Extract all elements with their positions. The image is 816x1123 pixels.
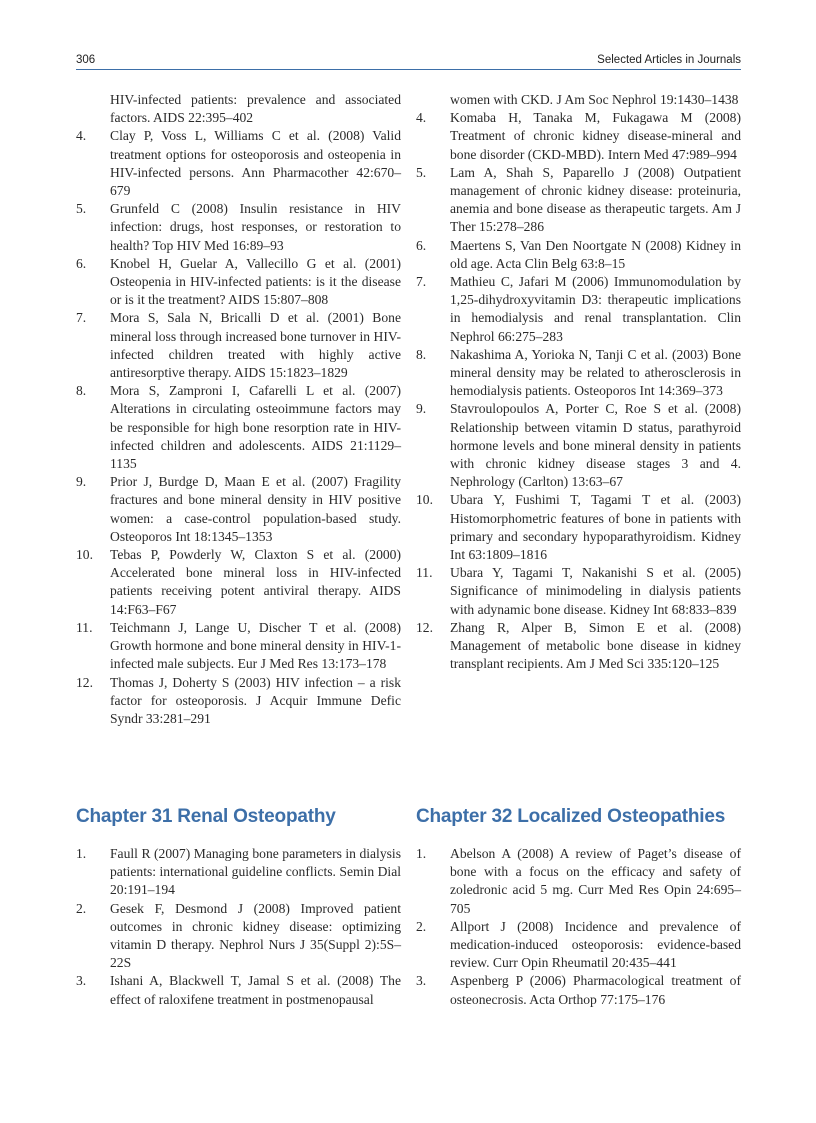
reference-text: Knobel H, Guelar A, Vallecillo G et al. (2001) Osteopenia in HIV-infected patients: is it the disease or is it the treatment? AIDS 15:807–808 bbox=[110, 255, 401, 308]
reference-text: Faull R (2007) Managing bone parameters in dialysis patients: international guideline conflicts. Semin Dial 20:191–194 bbox=[110, 846, 401, 898]
reference-text: Lam A, Shah S, Paparello J (2008) Outpatient management of chronic kidney disease: proteinuria, anemia and bone disease as therapeutic targets. Am J Ther 15:278–286 bbox=[450, 164, 741, 235]
reference-item bbox=[76, 473, 401, 546]
reference-text: Tebas P, Powderly W, Claxton S et al. (2000) Accelerated bone mineral loss in HIV-infected patients receiving potent antiviral therapy. AIDS 14:F63–F67 bbox=[110, 547, 401, 617]
reference-item bbox=[416, 346, 741, 401]
reference-text: Stavroulopoulos A, Porter C, Roe S et al. (2008) Relationship between vitamin D status, parathyroid hormone levels and bone mineral density in patients with chronic kidney disease stages 3 and 4. Nephrology (Carlton) 13:63–67 bbox=[450, 401, 741, 490]
left-top-reference-list bbox=[76, 91, 401, 728]
reference-item bbox=[76, 382, 401, 473]
reference-item bbox=[416, 273, 741, 346]
reference-item bbox=[76, 674, 401, 729]
reference-item bbox=[416, 164, 741, 237]
right-top-reference-list bbox=[416, 91, 741, 674]
reference-text: Mathieu C, Jafari M (2006) Immunomodulation by 1,25-dihydroxyvitamin D3: therapeutic implications in hemodialysis and renal transplantation. Clin Nephrol 66:275–283 bbox=[450, 274, 741, 344]
reference-number: 10. bbox=[416, 492, 433, 508]
reference-item bbox=[76, 619, 401, 674]
reference-text: Maertens S, Van Den Noortgate N (2008) Kidney in old age. Acta Clin Belg 63:8–15 bbox=[450, 237, 741, 271]
reference-number: 5. bbox=[76, 201, 87, 217]
chapter-32-reference-list bbox=[416, 845, 741, 1009]
reference-item bbox=[416, 109, 741, 164]
reference-item bbox=[76, 200, 401, 255]
reference-number: 4. bbox=[76, 128, 87, 144]
reference-number: 9. bbox=[416, 401, 427, 417]
reference-text: Teichmann J, Lange U, Discher T et al. (2008) Growth hormone and bone mineral density in HIV-1-infected male subjects. Eur J Med Res 13:173–178 bbox=[110, 619, 401, 672]
reference-item bbox=[416, 619, 741, 674]
reference-text: Ubara Y, Tagami T, Nakanishi S et al. (2005) Significance of minimodeling in dialysis patients with adynamic bone disease. Kidney Int 68:833–839 bbox=[450, 565, 741, 617]
running-title: Selected Articles in Journals bbox=[597, 54, 741, 66]
reference-text: Allport J (2008) Incidence and prevalence of medication-induced osteoporosis: evidence-based review. Curr Opin Rheumatil 20:435–441 bbox=[450, 918, 741, 971]
reference-item bbox=[416, 564, 741, 619]
reference-number: 12. bbox=[76, 674, 93, 690]
reference-item bbox=[76, 546, 401, 619]
reference-text: Zhang R, Alper B, Simon E et al. (2008) Management of metabolic bone disease in kidney transplant recipients. Am J Med Sci 335:120–125 bbox=[450, 619, 741, 672]
reference-text: Clay P, Voss L, Williams C et al. (2008) Valid treatment options for osteoporosis and osteopenia in HIV-infected persons. Ann Pharmacother 42:670–679 bbox=[110, 128, 401, 199]
reference-text: Abelson A (2008) A review of Paget’s disease of bone with a focus on the efficacy and safety of zoledronic acid 5 mg. Curr Med Res Opin 24:695–705 bbox=[450, 846, 741, 916]
reference-text: Mora S, Sala N, Bricalli D et al. (2001) Bone mineral loss through increased bone turnover in HIV-infected children treated with highly active antiresorptive therapy. AIDS 15:1823–1829 bbox=[110, 310, 401, 381]
reference-item bbox=[416, 972, 741, 1008]
reference-number: 11. bbox=[76, 619, 93, 635]
reference-text: Gesek F, Desmond J (2008) Improved patient outcomes in chronic kidney disease: optimizing vitamin D therapy. Nephrol Nurs J 35(Suppl 2):5S–22S bbox=[110, 900, 401, 971]
reference-text: Thomas J, Doherty S (2003) HIV infection – a risk factor for osteoporosis. J Acquir Immune Defic Syndr 33:281–291 bbox=[110, 674, 401, 726]
reference-item bbox=[76, 127, 401, 200]
reference-text: Komaba H, Tanaka M, Fukagawa M (2008) Treatment of chronic kidney disease-mineral and bone disorder (CKD-MBD). Intern Med 47:989–994 bbox=[450, 110, 741, 162]
reference-text: Ubara Y, Fushimi T, Tagami T et al. (2003) Histomorphometric features of bone in patients with primary and secondary hypoparathyroidism. Kidney Int 63:1809–1816 bbox=[450, 492, 741, 563]
reference-number: 2. bbox=[416, 918, 427, 934]
chapter-31-reference-list bbox=[76, 845, 401, 1009]
reference-number: 4. bbox=[416, 110, 427, 126]
reference-item bbox=[416, 400, 741, 491]
reference-item bbox=[76, 255, 401, 310]
reference-number: 2. bbox=[76, 900, 87, 916]
reference-item bbox=[416, 237, 741, 273]
reference-number: 8. bbox=[416, 346, 427, 362]
chapter-31-heading: Chapter 31 Renal Osteopathy bbox=[76, 806, 336, 827]
running-header bbox=[76, 52, 741, 70]
reference-item bbox=[416, 918, 741, 973]
reference-number: 6. bbox=[76, 255, 87, 271]
reference-item bbox=[416, 491, 741, 564]
reference-number: 7. bbox=[416, 274, 427, 290]
reference-continuation: HIV-infected patients: prevalence and associated factors. AIDS 22:395–402 bbox=[110, 92, 401, 126]
reference-number: 3. bbox=[76, 973, 87, 989]
reference-item bbox=[76, 972, 401, 1008]
reference-text: Nakashima A, Yorioka N, Tanji C et al. (2003) Bone mineral density may be related to atherosclerosis in hemodialysis patients. Osteoporos Int 14:369–373 bbox=[450, 346, 741, 399]
reference-number: 3. bbox=[416, 973, 427, 989]
reference-text: Mora S, Zamproni I, Cafarelli L et al. (2007) Alterations in circulating osteoimmune factors may be responsible for high bone resorption rate in HIV-infected children and adolescents. AIDS 21:1129–1135 bbox=[110, 383, 401, 472]
reference-item bbox=[76, 900, 401, 973]
reference-number: 1. bbox=[76, 846, 87, 861]
reference-number: 5. bbox=[416, 164, 427, 180]
reference-number: 7. bbox=[76, 310, 87, 326]
reference-number: 6. bbox=[416, 237, 427, 253]
header-rule bbox=[76, 69, 741, 70]
reference-number: 10. bbox=[76, 547, 93, 563]
chapter-32-heading: Chapter 32 Localized Osteopathies bbox=[416, 806, 726, 827]
reference-text: Ishani A, Blackwell T, Jamal S et al. (2008) The effect of raloxifene treatment in postmenopausal bbox=[110, 973, 401, 1007]
reference-text: Grunfeld C (2008) Insulin resistance in HIV infection: drugs, host responses, or restoration to health? Top HIV Med 16:89–93 bbox=[110, 201, 401, 253]
reference-text: Prior J, Burdge D, Maan E et al. (2007) Fragility fractures and bone mineral density in HIV positive women: a case-control population-based study. Osteoporos Int 18:1345–1353 bbox=[110, 474, 401, 544]
reference-number: 8. bbox=[76, 383, 87, 399]
reference-number: 12. bbox=[416, 619, 433, 635]
page-number: 306 bbox=[76, 54, 96, 66]
reference-number: 9. bbox=[76, 474, 87, 490]
reference-item bbox=[76, 845, 401, 900]
reference-text: Aspenberg P (2006) Pharmacological treatment of osteonecrosis. Acta Orthop 77:175–176 bbox=[450, 973, 741, 1007]
reference-item bbox=[416, 845, 741, 918]
reference-number: 1. bbox=[416, 846, 427, 861]
reference-item bbox=[76, 309, 401, 382]
reference-continuation: women with CKD. J Am Soc Nephrol 19:1430–1438 bbox=[450, 92, 739, 107]
reference-number: 11. bbox=[416, 565, 433, 581]
